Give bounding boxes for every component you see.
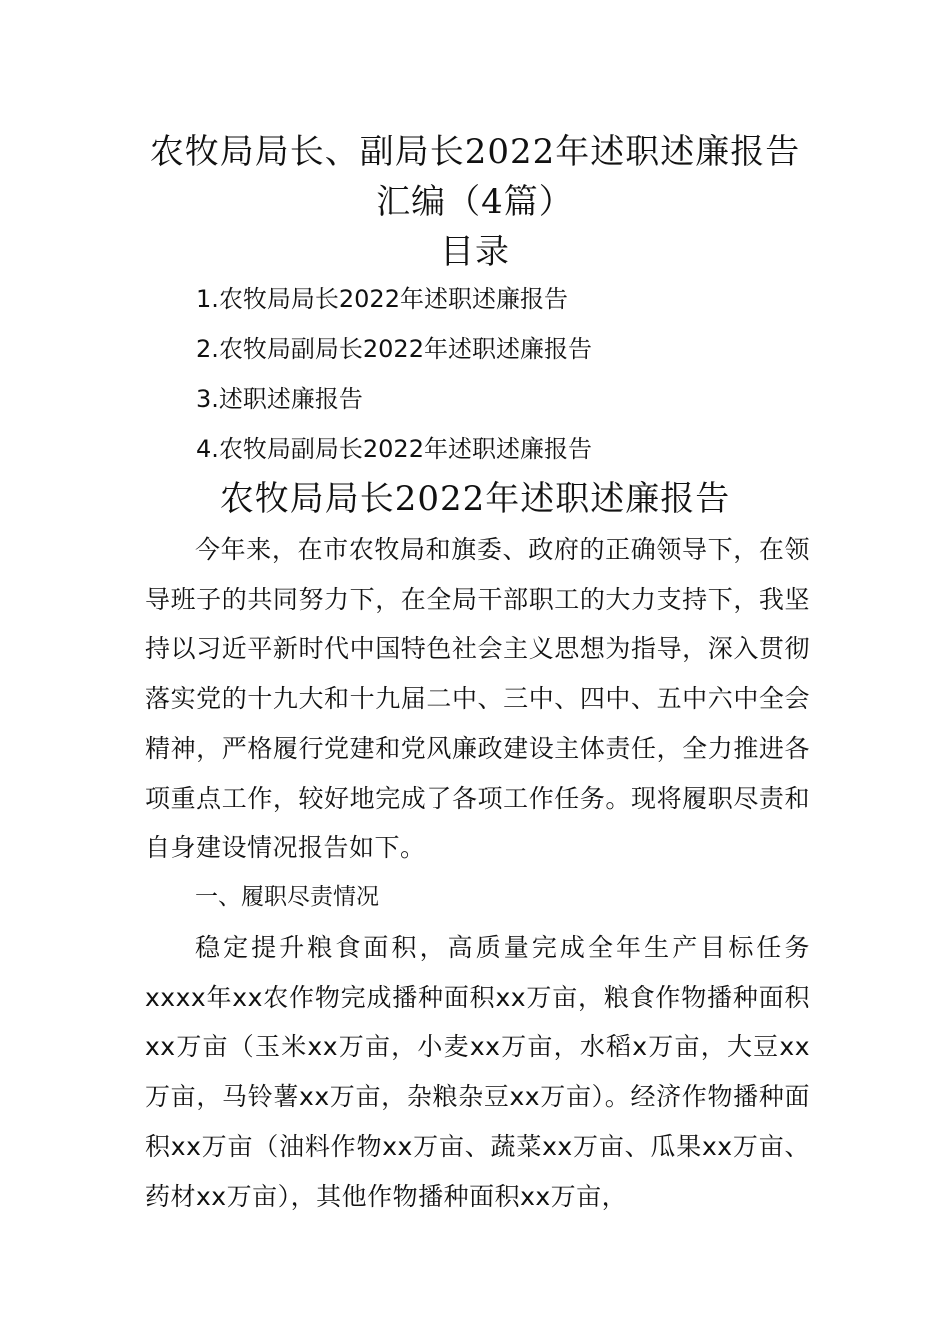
document-title-line1: 农牧局局长、副局长2022年述职述廉报告 bbox=[149, 132, 801, 172]
section-heading-1: 一、履职尽责情况 bbox=[195, 884, 379, 910]
toc-item-3: 3.述职述廉报告 bbox=[196, 385, 363, 413]
toc-item-1: 1.农牧局局长2022年述职述廉报告 bbox=[196, 285, 568, 313]
body-paragraph: 稳定提升粮食面积，高质量完成全年生产目标任务xxxx年xx农作物完成播种面积xx万亩，粮食作物播种面积xx万亩（玉米xx万亩，小麦xx万亩，水稻x万亩，大豆xx万亩，马铃薯xx万亩，杂粮杂豆xx万亩）。经济作物播种面积xx万亩（油料作物xx万亩、蔬菜xx万亩、瓜果xx万亩、药材xx万亩），其他作物播种面积xx万亩， bbox=[145, 933, 810, 1211]
toc-heading: 目录 bbox=[440, 232, 510, 272]
intro-paragraph: 今年来，在市农牧局和旗委、政府的正确领导下，在领导班子的共同努力下，在全局干部职工的大力支持下，我坚持以习近平新时代中国特色社会主义思想为指导，深入贯彻落实党的十九大和十九届二中、三中、四中、五中六中全会精神，严格履行党建和党风廉政建设主体责任，全力推进各项重点工作，较好地完成了各项工作任务。现将履职尽责和自身建设情况报告如下。 bbox=[145, 535, 810, 863]
toc-item-4: 4.农牧局副局长2022年述职述廉报告 bbox=[196, 435, 592, 463]
section-title: 农牧局局长2022年述职述廉报告 bbox=[219, 479, 731, 519]
toc-item-2: 2.农牧局副局长2022年述职述廉报告 bbox=[196, 335, 592, 363]
document-title-line2: 汇编（4篇） bbox=[376, 182, 574, 222]
